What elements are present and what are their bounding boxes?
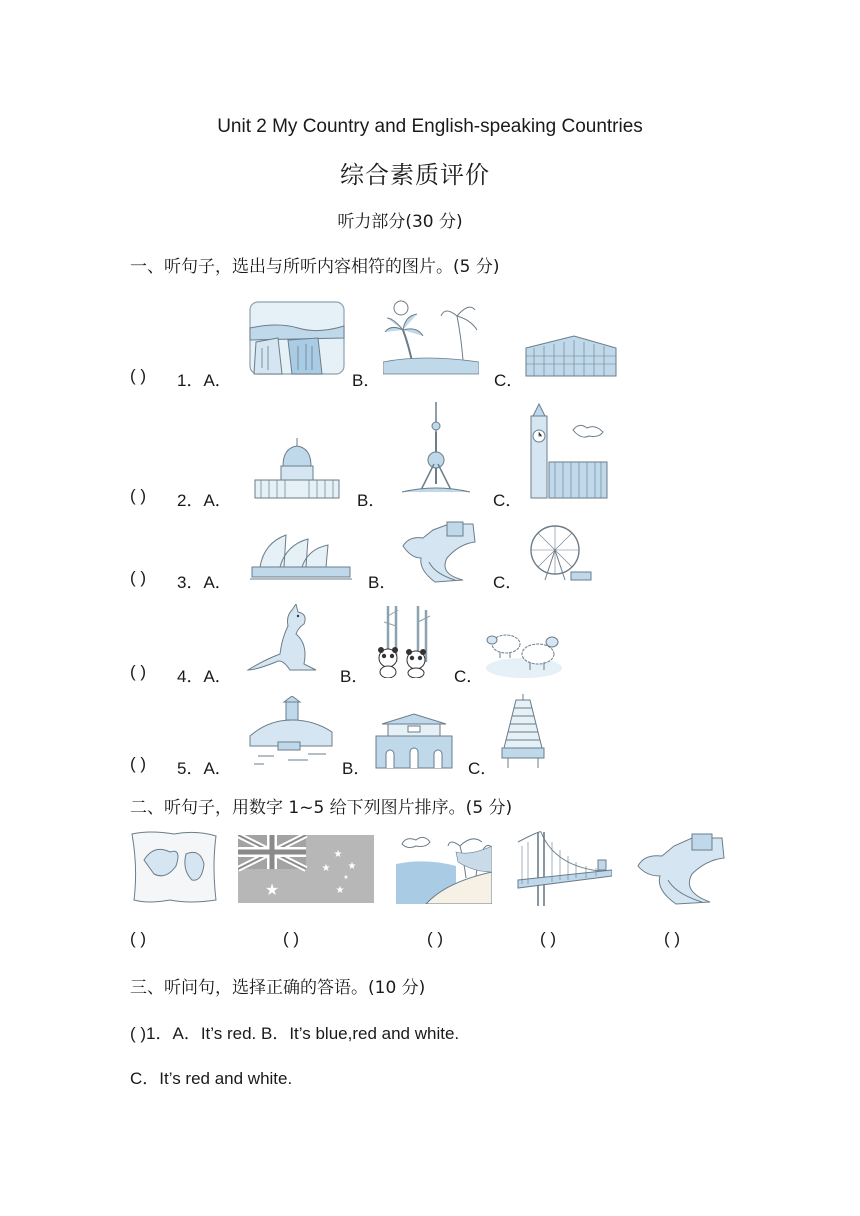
niagara-falls-picture[interactable] (248, 298, 346, 378)
q3-option-b: B． (368, 573, 397, 592)
svg-text:★: ★ (321, 863, 331, 874)
summer-palace-picture[interactable] (248, 696, 334, 768)
listening-part-label: 听力部分(30 分) (337, 212, 463, 232)
q4-number: 4．A． (177, 667, 232, 686)
pic3-order-paren[interactable]: ( ) (427, 929, 444, 948)
pic5-order-paren[interactable]: ( ) (664, 929, 681, 948)
q1-number: 1．A． (177, 371, 232, 390)
q4-answer-paren[interactable]: ( ) (130, 662, 147, 681)
section1-heading: 一、听句子，选出与所听内容相符的图片。(5 分) (130, 257, 500, 277)
q5-number: 5．A． (177, 759, 232, 778)
great-wall-picture[interactable] (399, 518, 477, 584)
svg-text:★: ★ (264, 880, 280, 899)
sheep-picture[interactable] (484, 624, 564, 680)
section2-heading: 二、听句子，用数字 1~5 给下列图片排序。(5 分) (130, 798, 513, 818)
q5-option-b: B． (342, 759, 371, 778)
s3-q1-line2: C．It’s red and white. (130, 1069, 293, 1088)
q3-number: 3．A． (177, 573, 232, 592)
q2-option-c: C． (493, 491, 523, 510)
svg-text:★: ★ (335, 885, 345, 896)
q2-option-b: B． (357, 491, 386, 510)
great-wall-picture-2[interactable] (636, 830, 726, 906)
palm-beach-picture[interactable] (383, 296, 479, 376)
q4-option-c: C． (454, 667, 484, 686)
q1-option-b: B． (352, 371, 381, 390)
pagoda-picture[interactable] (500, 694, 546, 768)
q1-answer-paren[interactable]: ( ) (130, 366, 147, 385)
q5-option-c: C． (468, 759, 498, 778)
beach-picture[interactable] (396, 832, 492, 904)
map-picture[interactable] (130, 830, 218, 904)
pandas-picture[interactable] (374, 606, 436, 678)
kangaroo-picture[interactable] (246, 604, 326, 676)
pic2-order-paren[interactable]: ( ) (283, 929, 300, 948)
pic1-order-paren[interactable]: ( ) (130, 929, 147, 948)
unit-title: Unit 2 My Country and English-speaking Countries (217, 116, 643, 137)
q2-answer-paren[interactable]: ( ) (130, 486, 147, 505)
sydney-opera-house-picture[interactable] (250, 527, 352, 583)
q4-option-b: B． (340, 667, 369, 686)
oriental-pearl-tower-picture[interactable] (400, 402, 472, 496)
svg-text:★: ★ (347, 861, 357, 872)
pic4-order-paren[interactable]: ( ) (540, 929, 557, 948)
s3-q1-line1: ( )1．A．It’s red. B．It’s blue,red and white. (130, 1024, 460, 1043)
london-eye-picture[interactable] (527, 522, 593, 582)
national-aquatics-center-picture[interactable] (524, 330, 618, 380)
q5-answer-paren[interactable]: ( ) (130, 754, 147, 773)
q1-option-c: C． (494, 371, 524, 390)
svg-text:★: ★ (333, 849, 343, 860)
capitol-building-picture[interactable] (253, 436, 341, 500)
big-ben-picture[interactable] (525, 402, 609, 500)
assessment-title: 综合素质评价 (340, 161, 490, 189)
q2-number: 2．A． (177, 491, 232, 510)
section3-heading: 三、听问句，选择正确的答语。(10 分) (130, 978, 426, 998)
q3-answer-paren[interactable]: ( ) (130, 568, 147, 587)
svg-text:★: ★ (343, 874, 349, 881)
tiananmen-picture[interactable] (374, 712, 454, 770)
q3-option-c: C． (493, 573, 523, 592)
australian-flag-picture[interactable] (238, 835, 374, 903)
golden-gate-bridge-picture[interactable] (516, 830, 612, 906)
